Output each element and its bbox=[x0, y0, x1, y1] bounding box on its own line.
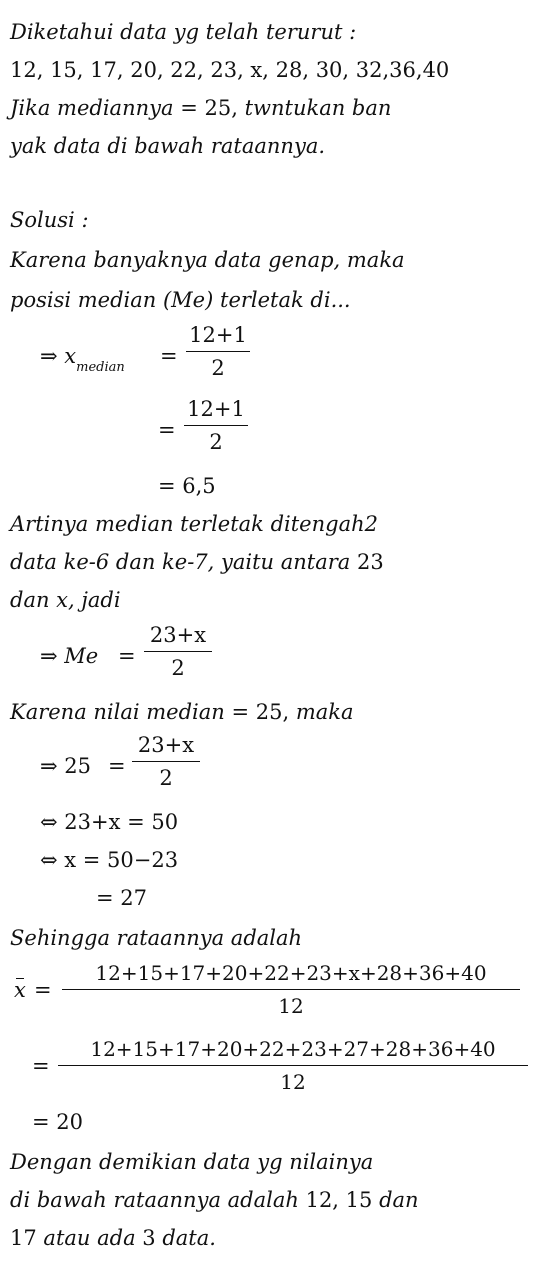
problem-line-3-c: twntukan ban bbox=[244, 96, 392, 120]
solution-heading: Solusi : bbox=[10, 208, 89, 232]
conclusion-line-3-b: atau ada bbox=[43, 1226, 136, 1250]
equation-step-2: ⇔ x = 50−23 bbox=[40, 848, 179, 872]
fraction-bar bbox=[132, 761, 200, 762]
explanation-line-3: dan x, jadi bbox=[10, 588, 121, 612]
me-symbol: Me bbox=[64, 644, 99, 668]
problem-line-1: Diketahui data yg telah terurut : bbox=[10, 20, 357, 44]
median-formula-fraction bbox=[144, 622, 212, 681]
x-bar-symbol: x bbox=[14, 978, 26, 1002]
median-position-fraction-1 bbox=[186, 322, 250, 381]
median-position-result: = 6,5 bbox=[158, 474, 216, 498]
fraction-numerator: 23+x bbox=[137, 733, 195, 757]
fraction-numerator: 12+1 bbox=[189, 323, 247, 347]
since-line-b: = 25, bbox=[231, 700, 290, 724]
fraction-bar bbox=[184, 425, 248, 426]
conclusion-line-3-d: data. bbox=[162, 1226, 216, 1250]
solution-line-2-a: posisi median bbox=[10, 288, 157, 312]
median-position-lhs bbox=[40, 342, 125, 382]
implies-arrow: ⇒ bbox=[40, 344, 58, 368]
fraction-bar bbox=[144, 651, 212, 652]
problem-line-3 bbox=[10, 94, 391, 122]
equals-sign-1: = bbox=[160, 344, 178, 368]
since-line bbox=[10, 698, 354, 726]
mean-result: = 20 bbox=[32, 1110, 83, 1134]
fraction-numerator: 23+x bbox=[149, 623, 207, 647]
conclusion-line-3-c: 3 bbox=[142, 1226, 156, 1250]
equals-sign-4: = bbox=[108, 754, 126, 778]
equation-25-lhs: ⇒ 25 bbox=[40, 754, 91, 778]
fraction-bar bbox=[186, 351, 250, 352]
equals-sign-6: = bbox=[32, 1054, 50, 1078]
solution-line-2-c: terletak di... bbox=[220, 288, 351, 312]
explanation-line-2-a: data ke-6 dan ke-7, yaitu antara bbox=[10, 550, 351, 574]
equation-25-fraction bbox=[132, 732, 200, 791]
fraction-bar bbox=[62, 989, 520, 990]
median-formula-lhs bbox=[40, 642, 98, 670]
fraction-bar bbox=[58, 1065, 528, 1066]
equation-step-1: ⇔ 23+x = 50 bbox=[40, 810, 179, 834]
x-symbol: x bbox=[64, 344, 77, 368]
fraction-denominator: 2 bbox=[159, 766, 173, 790]
fraction-denominator: 2 bbox=[171, 656, 185, 680]
solution-line-2-b: (Me) bbox=[162, 288, 214, 312]
problem-line-4: yak data di bawah rataannya. bbox=[10, 134, 326, 158]
mean-lhs bbox=[14, 976, 26, 1004]
solution-line-1: Karena banyaknya data genap, maka bbox=[10, 248, 405, 272]
conclusion-line-2 bbox=[10, 1186, 419, 1214]
since-line-c: maka bbox=[295, 700, 354, 724]
conclusion-line-3-a: 17 bbox=[10, 1226, 37, 1250]
median-position-fraction-2 bbox=[184, 396, 248, 455]
median-subscript: median bbox=[76, 360, 125, 375]
conclusion-line-2-b: 12, 15 bbox=[305, 1188, 373, 1212]
explanation-line-2 bbox=[10, 548, 384, 576]
explanation-line-1: Artinya median terletak ditengah2 bbox=[10, 512, 378, 536]
fraction-denominator: 2 bbox=[211, 356, 225, 380]
fraction-denominator: 2 bbox=[209, 430, 223, 454]
fraction-denominator: 12 bbox=[280, 1070, 306, 1094]
equals-sign-5: = bbox=[34, 978, 52, 1002]
mean-fraction-1 bbox=[62, 960, 520, 1019]
equation-step-3: = 27 bbox=[96, 886, 147, 910]
equals-sign-3: = bbox=[118, 644, 136, 668]
fraction-numerator: 12+15+17+20+22+23+x+28+36+40 bbox=[95, 961, 487, 985]
mean-intro: Sehingga rataannya adalah bbox=[10, 926, 303, 950]
conclusion-line-3 bbox=[10, 1224, 216, 1252]
conclusion-line-2-a: di bawah rataannya adalah bbox=[10, 1188, 299, 1212]
explanation-line-2-b: 23 bbox=[357, 550, 384, 574]
problem-line-3-a: Jika mediannya bbox=[10, 96, 174, 120]
fraction-numerator: 12+1 bbox=[187, 397, 245, 421]
problem-line-3-b: = 25, bbox=[180, 96, 238, 120]
equals-sign-2: = bbox=[158, 418, 176, 442]
implies-arrow: ⇒ bbox=[40, 644, 58, 668]
mean-fraction-2 bbox=[58, 1036, 528, 1095]
fraction-denominator: 12 bbox=[278, 994, 304, 1018]
problem-data-list: 12, 15, 17, 20, 22, 23, x, 28, 30, 32,36,40 bbox=[10, 58, 450, 82]
solution-line-2 bbox=[10, 286, 351, 314]
since-line-a: Karena nilai median bbox=[10, 700, 225, 724]
conclusion-line-1: Dengan demikian data yg nilainya bbox=[10, 1150, 374, 1174]
conclusion-line-2-c: dan bbox=[379, 1188, 419, 1212]
fraction-numerator: 12+15+17+20+22+23+27+28+36+40 bbox=[90, 1037, 496, 1061]
